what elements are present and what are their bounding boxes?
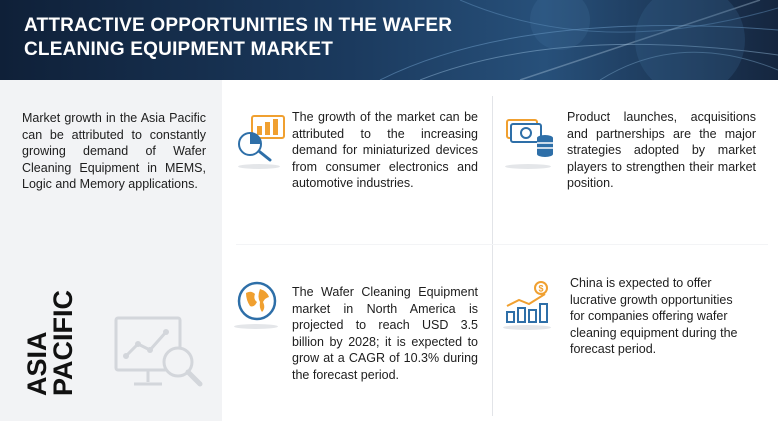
- region-label-line-2: PACIFIC: [48, 290, 78, 396]
- insight-text-2: Product launches, acquisitions and partnerships are the major strategies adopted by market players to strengthen their market position.: [567, 110, 756, 190]
- icon-shadow: [503, 325, 551, 330]
- page-title-line-1: ATTRACTIVE OPPORTUNITIES IN THE WAFER: [24, 15, 453, 36]
- region-label: [24, 246, 76, 396]
- header-banner: [0, 0, 778, 80]
- svg-text:$: $: [538, 283, 544, 294]
- row-divider: [236, 244, 768, 245]
- globe-icon: [236, 280, 278, 322]
- page-title: [24, 14, 484, 62]
- insight-text-4: China is expected to offer lucrative growth opportunities for companies offering wafer cleaning equipment during the forecast period.: [570, 276, 738, 356]
- icon-shadow: [234, 324, 278, 329]
- column-divider: [492, 96, 493, 416]
- cash-coins-icon: [505, 116, 555, 162]
- icon-shadow: [238, 164, 280, 169]
- page-title-line-2: CLEANING EQUIPMENT MARKET: [24, 39, 333, 60]
- insight-text-3: The Wafer Cleaning Equipment market in North America is projected to reach USD 3.5 billion by 2028; it is expected to grow at a CAGR of 10.3% during the forecast period.: [292, 285, 478, 382]
- region-label-line-1: ASIA: [22, 331, 52, 396]
- icon-shadow: [505, 164, 551, 169]
- growth-bar-chart-icon: [503, 280, 553, 324]
- insight-text-1: The growth of the market can be attributed to the increasing demand for miniaturized devices from consumer electronics and automotive industries.: [292, 110, 478, 190]
- asia-pacific-summary-text: Market growth in the Asia Pacific can be attributed to constantly growing demand of Wafer Cleaning Equipment in MEMS, Logic and Memory applications.: [22, 111, 206, 191]
- electronics-chart-icon: [236, 110, 288, 162]
- analysis-magnifier-icon: [112, 312, 204, 396]
